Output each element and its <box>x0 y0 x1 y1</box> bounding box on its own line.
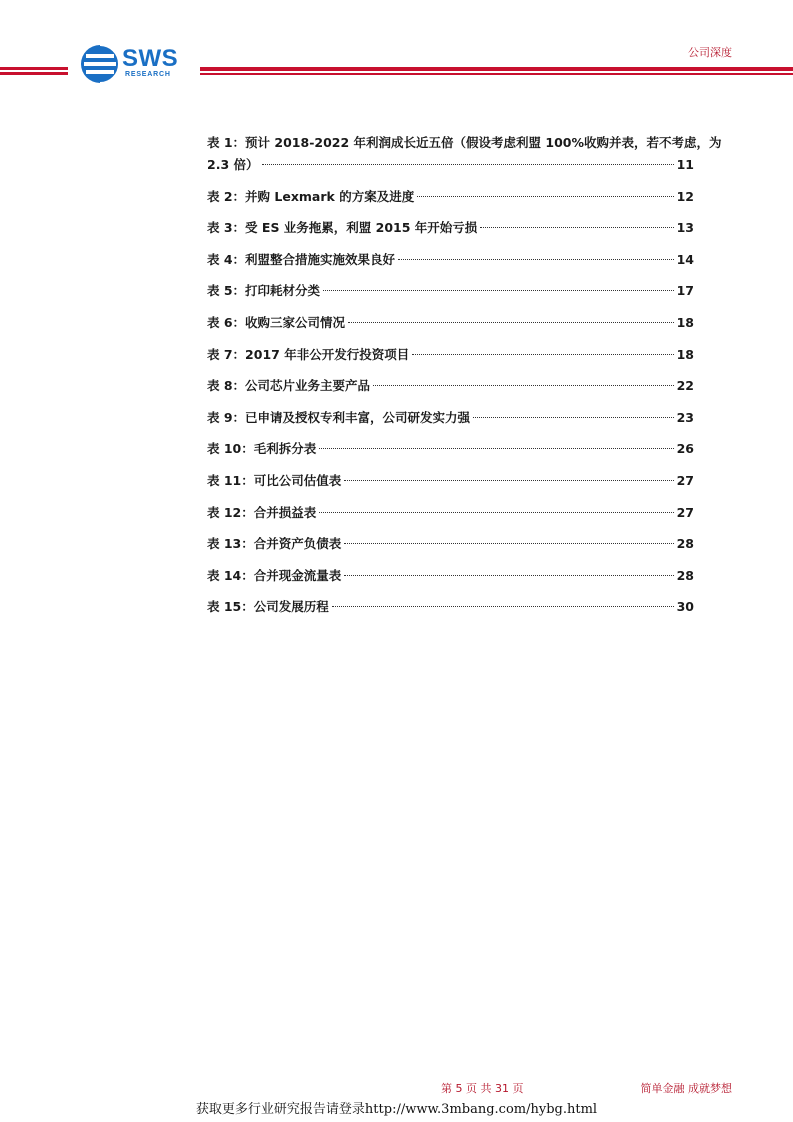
toc-leader-dots <box>398 259 674 260</box>
toc-item-table-14[interactable] <box>207 565 694 587</box>
toc-item-title: 表 8：公司芯片业务主要产品 <box>207 378 371 394</box>
toc-item-title: 表 2：并购 Lexmark 的方案及进度 <box>207 188 415 204</box>
toc-leader-dots <box>319 512 673 513</box>
toc-item-title: 表 4：利盟整合措施实施效果良好 <box>207 251 396 267</box>
toc-leader-dots <box>262 164 674 165</box>
toc-item-table-2[interactable] <box>207 186 694 208</box>
toc-item-table-9[interactable] <box>207 407 694 429</box>
toc-item-page: 22 <box>676 378 694 394</box>
toc-leader-dots <box>412 354 673 355</box>
toc-item-table-6[interactable] <box>207 312 694 334</box>
toc-item-title: 表 9：已申请及授权专利丰富，公司研发实力强 <box>207 409 471 425</box>
logo-text: SWS <box>122 45 179 72</box>
page-number: 第 5 页 共 31 页 <box>441 1082 524 1095</box>
footer-slogan: 简单金融 成就梦想 <box>640 1082 732 1095</box>
sws-globe-icon <box>80 44 120 84</box>
toc-item-page: 30 <box>676 599 694 615</box>
toc-item-title: 表 11：可比公司估值表 <box>207 472 342 488</box>
toc-leader-dots <box>319 448 673 449</box>
toc-item-page: 18 <box>676 346 694 362</box>
toc-item-page: 27 <box>676 472 694 488</box>
toc-item-title: 表 15：公司发展历程 <box>207 599 329 615</box>
toc-item-table-13[interactable] <box>207 533 694 555</box>
toc-item-page: 27 <box>676 504 694 520</box>
toc-item-table-5[interactable] <box>207 280 694 302</box>
toc-item-table-1[interactable] <box>207 132 722 176</box>
toc-item-title: 表 13：合并资产负债表 <box>207 536 342 552</box>
toc-item-page: 14 <box>676 251 694 267</box>
toc-item-title: 表 10：毛利拆分表 <box>207 441 317 457</box>
toc-item-table-7[interactable] <box>207 344 694 366</box>
logo-subtext: RESEARCH <box>125 71 171 78</box>
toc-item-table-8[interactable] <box>207 375 694 397</box>
toc-item-table-3[interactable] <box>207 217 694 239</box>
toc-item-title: 2.3 倍） <box>207 157 259 172</box>
toc-item-page: 23 <box>676 409 694 425</box>
toc-leader-dots <box>480 227 673 228</box>
toc-leader-dots <box>348 322 674 323</box>
toc-item-title: 表 5：打印耗材分类 <box>207 283 321 299</box>
header-rule-left <box>0 67 68 76</box>
toc-item-title-line1: 表 1：预计 2018-2022 年利润成长近五倍（假设考虑利盟 100%收购并表，若不考虑，为 <box>207 135 722 150</box>
toc-item-page: 28 <box>676 536 694 552</box>
toc-item-page: 12 <box>676 188 694 204</box>
toc-item-table-12[interactable] <box>207 502 694 524</box>
toc-item-title: 表 3：受 ES 业务拖累，利盟 2015 年开始亏损 <box>207 220 478 236</box>
toc-item-page: 11 <box>676 157 694 172</box>
toc-item-table-15[interactable] <box>207 596 694 618</box>
toc-leader-dots <box>332 606 674 607</box>
toc-item-title: 表 6：收购三家公司情况 <box>207 314 346 330</box>
sws-logo <box>80 44 190 88</box>
toc-item-table-10[interactable] <box>207 438 694 460</box>
header-rule-right <box>200 67 793 76</box>
toc-item-table-11[interactable] <box>207 470 694 492</box>
toc-leader-dots <box>344 575 673 576</box>
toc-leader-dots <box>473 417 674 418</box>
toc-item-page: 26 <box>676 441 694 457</box>
toc-item-page: 18 <box>676 314 694 330</box>
toc-item-title: 表 12：合并损益表 <box>207 504 317 520</box>
table-list <box>207 132 722 618</box>
toc-leader-dots <box>344 543 673 544</box>
toc-leader-dots <box>417 196 673 197</box>
toc-item-page: 28 <box>676 567 694 583</box>
toc-item-title: 表 14：合并现金流量表 <box>207 567 342 583</box>
section-tag: 公司深度 <box>688 46 732 59</box>
toc-item-page: 13 <box>676 220 694 236</box>
toc-item-table-4[interactable] <box>207 249 694 271</box>
toc-item-title: 表 7：2017 年非公开发行投资项目 <box>207 346 410 362</box>
footer-link[interactable]: 获取更多行业研究报告请登录http://www.3mbang.com/hybg.html <box>195 1102 598 1117</box>
toc-item-page: 17 <box>676 283 694 299</box>
toc-leader-dots <box>373 385 674 386</box>
toc-leader-dots <box>344 480 673 481</box>
toc-leader-dots <box>323 290 674 291</box>
